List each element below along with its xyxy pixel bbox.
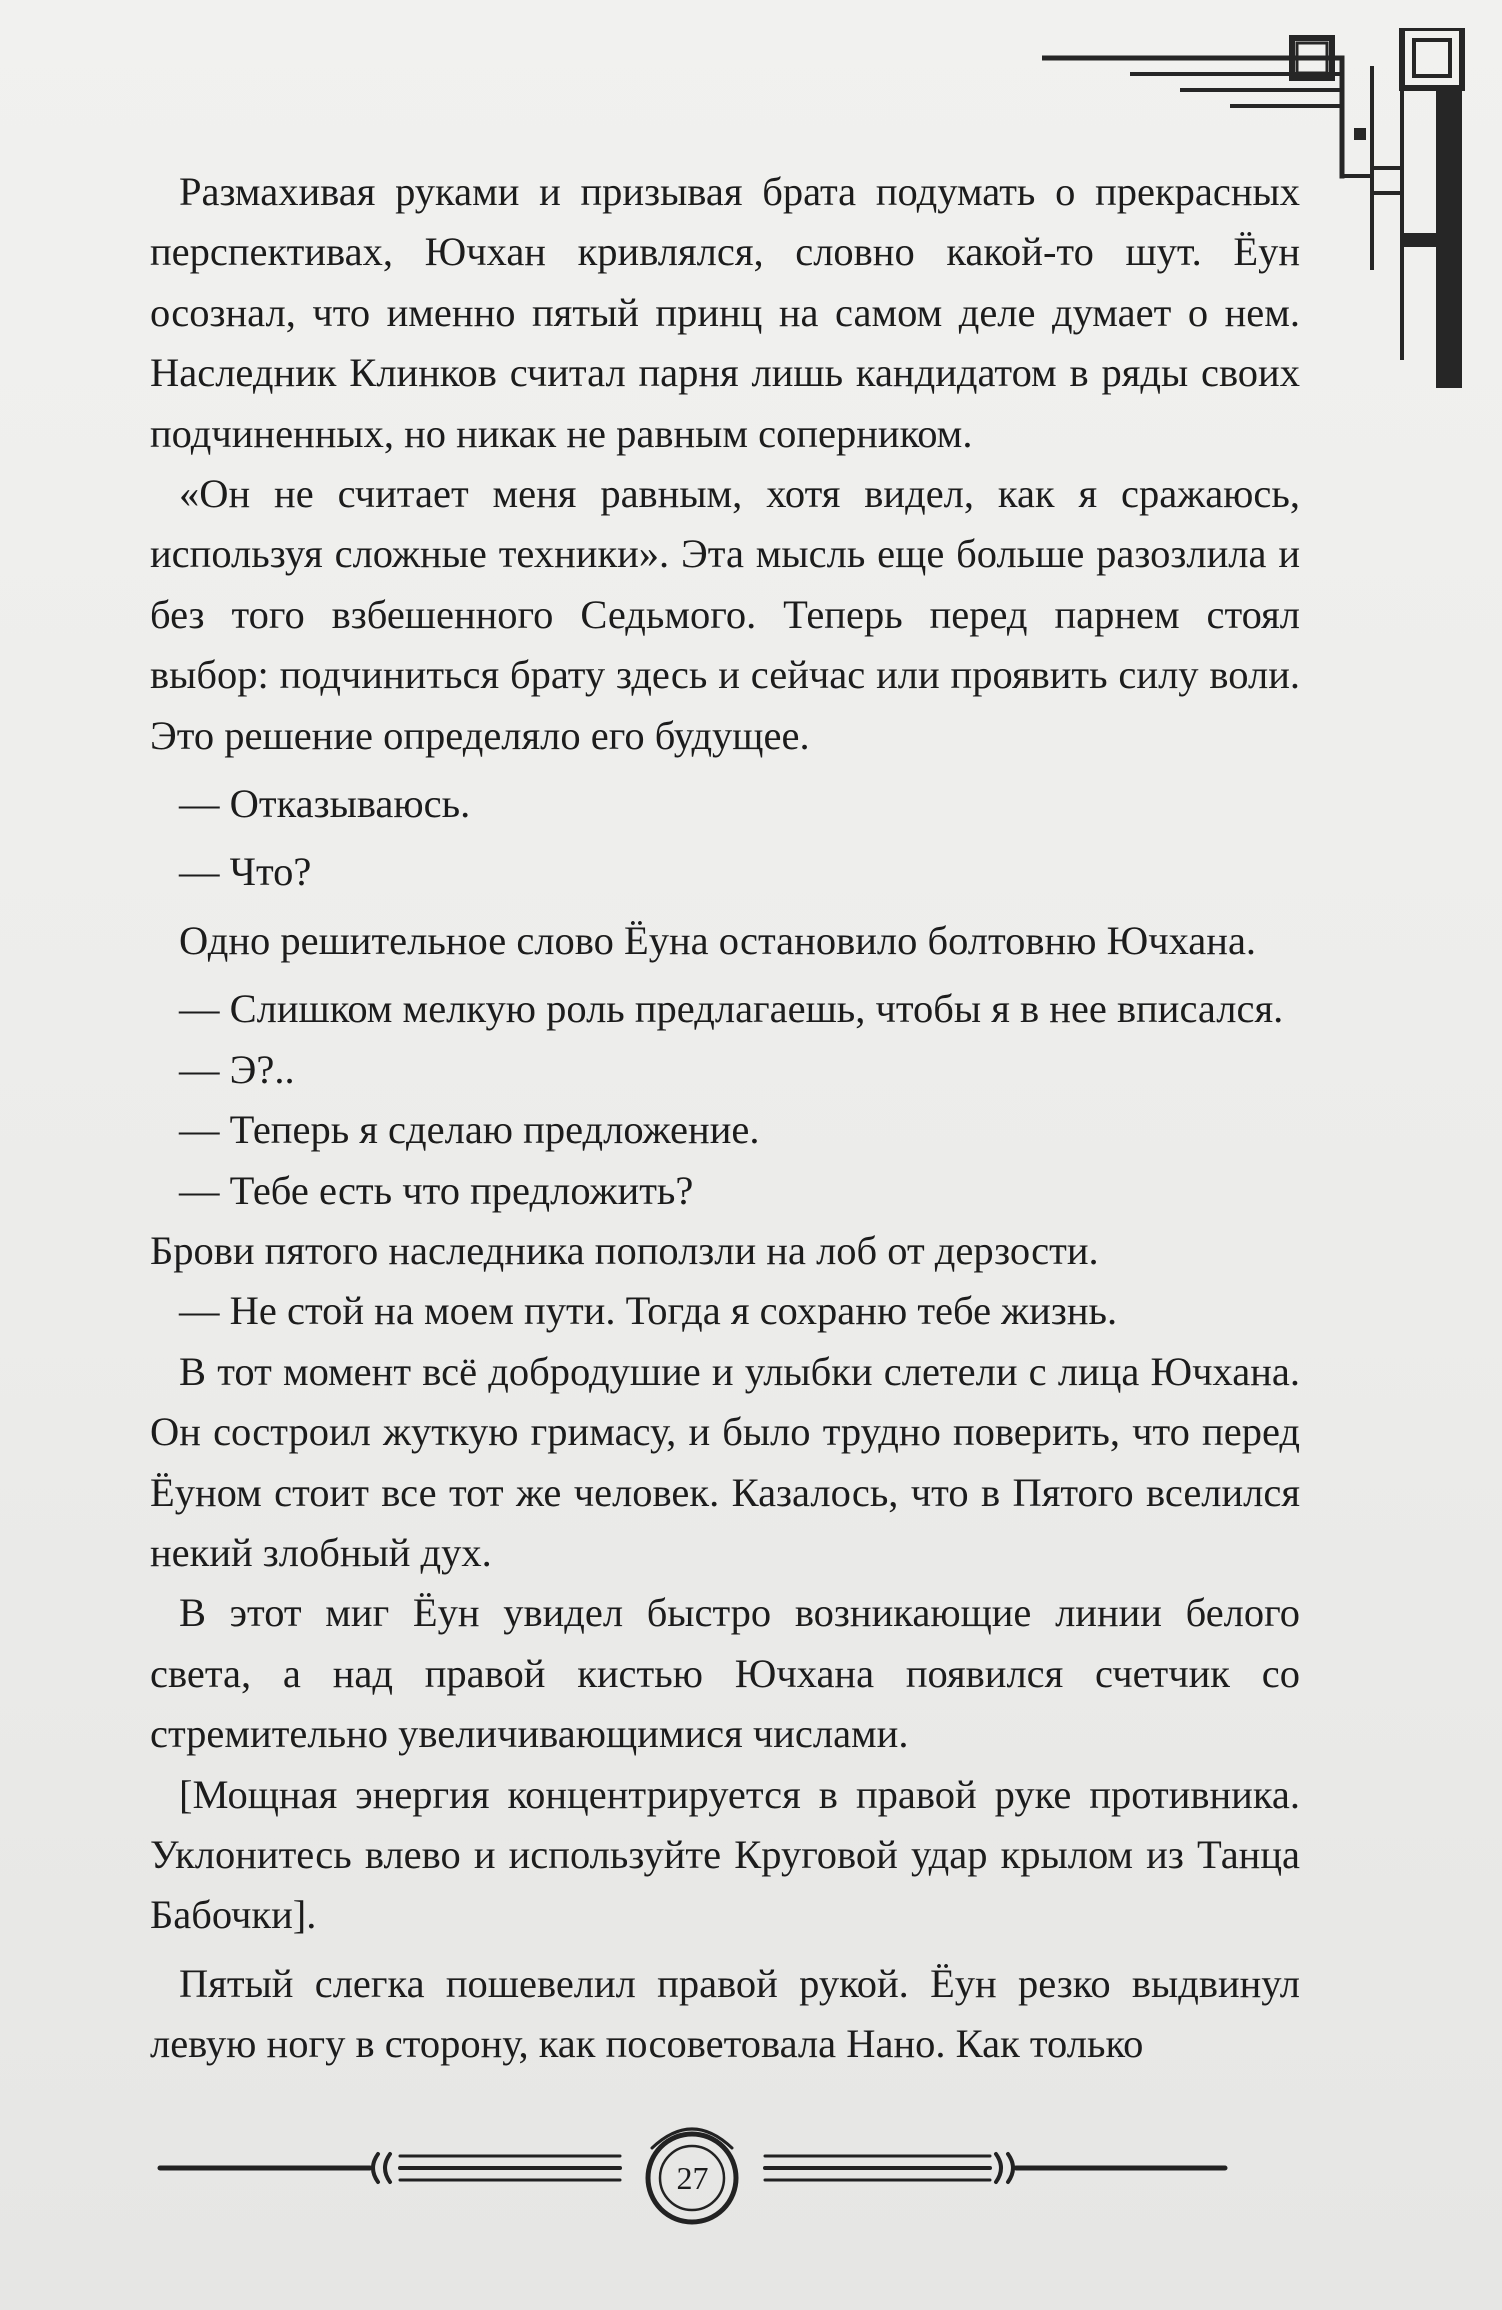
paragraph: «Он не считает меня равным, хотя видел, как я сражаюсь, используя сложные техники». Эта мысль еще больше разозлила и без того взбешенного Седьмого. Теперь перед парнем стоял выбор: подчиниться брату здесь и сейчас или проявить силу воли. Это решение определяло его будущее. — [150, 471, 1300, 758]
paragraph: Брови пятого наследника поползли на лоб от дерзости. — [150, 1227, 1099, 1273]
paragraph: Одно решительное слово Ёуна остановило болтовню Ючхана. — [179, 917, 1257, 963]
paragraph: — Не стой на моем пути. Тогда я сохраню тебе жизнь. — [179, 1288, 1118, 1334]
paragraph: — Тебе есть что предложить? — [179, 1167, 694, 1213]
paragraph: — Теперь я сделаю предложение. — [179, 1107, 760, 1153]
paragraph: — Что? — [179, 849, 312, 895]
paragraph: — Э?.. — [179, 1046, 295, 1092]
paragraph: В тот момент всё добродушие и улыбки слетели с лица Ючхана. Он состроил жуткую гримасу, и было трудно поверить, что перед Ёуном стоит все тот же человек. Казалось, что в Пятого вселился некий злобный дух. — [150, 1348, 1300, 1575]
paragraph: Пятый слегка пошевелил правой рукой. Ёун резко выдвинул левую ногу в сторону, как посоветовала Нано. Как только — [150, 1960, 1300, 2067]
paragraph: — Отказываюсь. — [179, 781, 471, 827]
paragraph: [Мощная энергия концентрируется в правой руке противника. Уклонитесь влево и используйте Круговой удар крылом из Танца Бабочки]. — [150, 1771, 1300, 1938]
page-footer — [150, 2108, 1235, 2228]
paragraph: В этот миг Ёун увидел быстро возникающие линии белого света, а над правой кистью Ючхана появился счетчик со стремительно увеличивающимися числами. — [150, 1590, 1300, 1757]
paragraph: Размахивая руками и призывая брата подумать о прекрасных перспективах, Ючхан кривлялся, словно какой-то шут. Ёун осознал, что именно пятый принц на самом деле думает о нем. Наследник Клинков считал парня лишь кандидатом в ряды своих подчиненных, но никак не равным соперником. — [150, 169, 1300, 456]
paragraph: — Слишком мелкую роль предлагаешь, чтобы я в нее вписался. — [179, 986, 1284, 1032]
page-number: 27 — [676, 2160, 709, 2196]
page-text — [150, 162, 1300, 2075]
